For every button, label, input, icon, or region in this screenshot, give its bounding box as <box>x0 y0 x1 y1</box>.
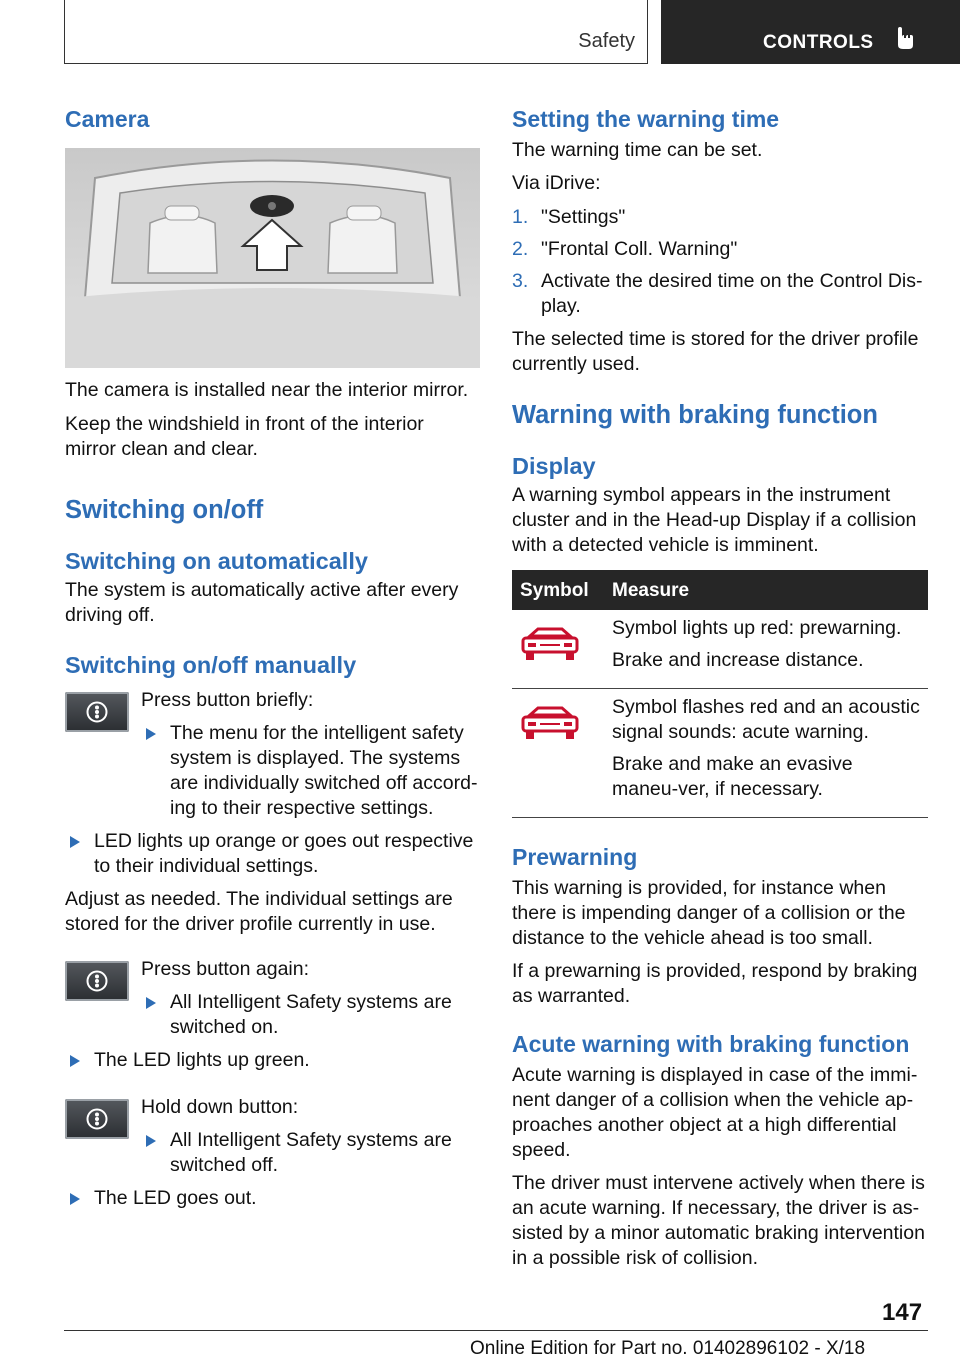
hand-pointer-icon <box>895 26 915 50</box>
bullet-triangle-icon <box>70 1193 80 1205</box>
list-item: 1. "Settings" <box>512 206 626 228</box>
warning-symbol-table <box>512 570 928 818</box>
hold-down-label: Hold down button: <box>141 1096 299 1118</box>
bullet-triangle-icon <box>146 1135 156 1147</box>
warning-time-heading: Setting the warning time <box>512 106 780 132</box>
intelligent-safety-icon <box>85 701 109 723</box>
right-column <box>512 100 928 1271</box>
list-item: The menu for the intelligent safety system is displayed. The systems are individually switched off accord-ing to their respective settings. <box>141 721 480 821</box>
switching-heading: Switching on/off <box>65 496 264 524</box>
list-item: The LED goes out. <box>65 1186 480 1211</box>
table-header-symbol: Symbol <box>512 570 604 610</box>
page-number: 147 <box>882 1299 923 1326</box>
press-briefly-label: Press button briefly: <box>141 689 314 711</box>
camera-paragraph-2: Keep the windshield in front of the interior mirror clean and clear. <box>65 413 424 460</box>
acute-paragraph-1: Acute warning is displayed in case of the immi-nent danger of a collision when the vehicle ap-proaches another object at a high differential speed. <box>512 1064 918 1161</box>
safety-button-image <box>65 1099 129 1139</box>
display-paragraph: A warning symbol appears in the instrument cluster and in the Head-up Display if a collision with a detected vehicle is imminent. <box>512 484 917 556</box>
header-section-title: Safety <box>578 30 635 52</box>
bullet-triangle-icon <box>70 1055 80 1067</box>
header-chapter-tab <box>661 0 960 64</box>
acute-paragraph-2: The driver must intervene actively when there is an acute warning. If necessary, the driver is as-sisted by a minor automatic braking intervention in a possible risk of collision. <box>512 1172 925 1269</box>
table-header-measure: Measure <box>604 570 928 610</box>
via-idrive-label: Via iDrive: <box>512 172 601 194</box>
hold-down-block <box>65 1095 480 1178</box>
adjust-paragraph: Adjust as needed. The individual settings are stored for the driver profile currently in use. <box>65 888 453 935</box>
bullet-triangle-icon <box>146 997 156 1009</box>
list-item: All Intelligent Safety systems are switched off. <box>141 1128 480 1178</box>
braking-heading: Warning with braking function <box>512 401 878 429</box>
prewarning-paragraph-2: If a prewarning is provided, respond by braking as warranted. <box>512 960 918 1007</box>
safety-button-image <box>65 961 129 1001</box>
list-item: 3. Activate the desired time on the Control Dis-play. <box>512 270 923 317</box>
footer-edition: Online Edition for Part no. 01402896102 - X/18 <box>470 1338 866 1359</box>
auto-heading: Switching on automatically <box>65 548 368 574</box>
prewarning-heading: Prewarning <box>512 844 638 870</box>
red-car-warning-icon <box>520 705 580 743</box>
stored-paragraph: The selected time is stored for the driver profile currently used. <box>512 328 919 375</box>
intelligent-safety-icon <box>85 970 109 992</box>
list-item: LED lights up orange or goes out respective to their individual settings. <box>65 829 480 879</box>
bullet-triangle-icon <box>70 836 80 848</box>
header-section-box <box>64 0 648 64</box>
list-item: 2. "Frontal Coll. Warning" <box>512 238 738 260</box>
left-column <box>65 100 480 1211</box>
camera-location-illustration <box>65 148 480 368</box>
camera-heading: Camera <box>65 106 150 132</box>
safety-button-image <box>65 692 129 732</box>
press-again-label: Press button again: <box>141 958 310 980</box>
press-briefly-block <box>65 688 480 821</box>
prewarning-paragraph-1: This warning is provided, for instance when there is impending danger of a collision or the distance to the vehicle ahead is too small. <box>512 877 906 949</box>
manual-heading: Switching on/off manually <box>65 652 357 678</box>
display-heading: Display <box>512 453 596 479</box>
warning-time-paragraph: The warning time can be set. <box>512 139 763 161</box>
red-car-warning-icon <box>520 626 580 664</box>
camera-paragraph-1: The camera is installed near the interior mirror. <box>65 379 469 401</box>
footer-divider <box>64 1330 928 1331</box>
acute-heading: Acute warning with braking function <box>512 1031 910 1057</box>
list-item: All Intelligent Safety systems are switched on. <box>141 990 480 1040</box>
auto-paragraph: The system is automatically active after every driving off. <box>65 579 459 626</box>
press-again-block <box>65 957 480 1040</box>
intelligent-safety-icon <box>85 1108 109 1130</box>
table-row: Symbol flashes red and an acoustic signal sounds: acute warning. Brake and make an evasive maneu-ver, if necessary. <box>512 689 928 818</box>
steps-list <box>512 205 928 319</box>
table-row: Symbol lights up red: prewarning. Brake and increase distance. <box>512 610 928 689</box>
header-chapter-title: CONTROLS <box>763 32 874 53</box>
list-item: The LED lights up green. <box>65 1048 480 1073</box>
bullet-triangle-icon <box>146 728 156 740</box>
